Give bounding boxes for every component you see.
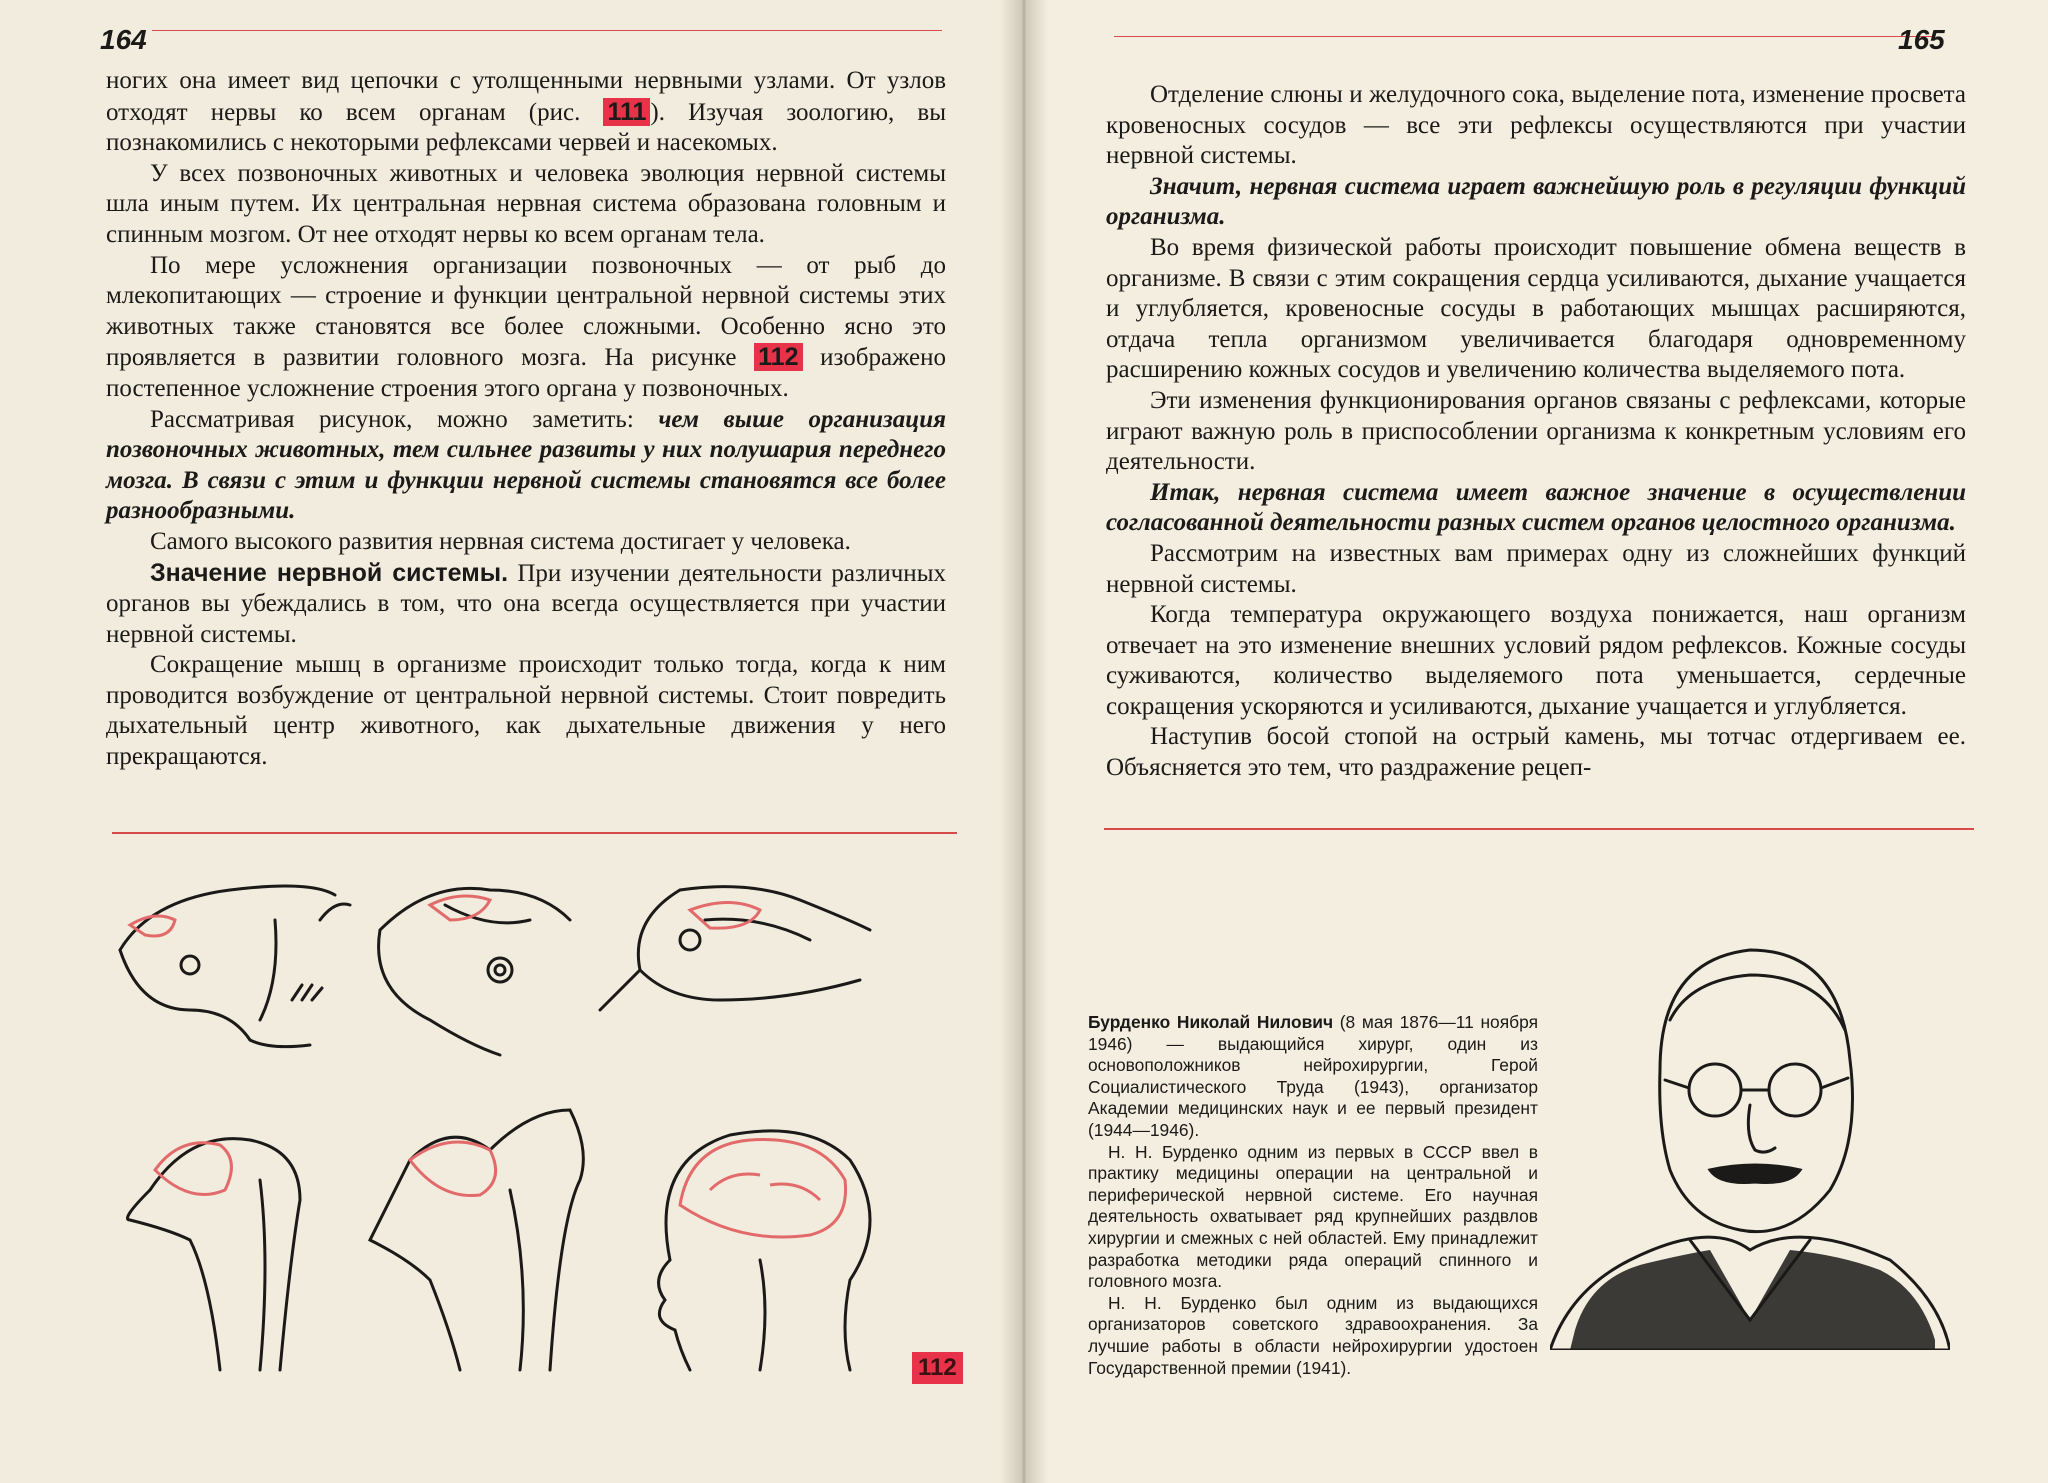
paragraph: По мере усложнения организации позвоночных — от рыб до млекопитающих — строение и функции центральной нервной системы этих животных также становятся все более сложными. Особенно ясно это проявляется в развитии головного мозга. На рисунке 112 изображено постепенное усложнение строения этого органа у позвоночных. [106,251,946,402]
fish-head-drawing [120,886,350,1047]
right-text-column [1106,80,1966,784]
human-head-drawing [659,1131,870,1370]
portrait-caption [1088,1012,1538,1379]
paragraph: Значит, нервная система играет важнейшую роль в регуляции функций организма. [1106,172,1966,231]
paragraph: Наступив босой стопой на острый камень, мы тотчас отдергиваем ее. Объясняется это тем, что раздражение рецеп- [1106,723,1966,782]
paragraph: Отделение слюны и желудочного сока, выделение пота, изменение просвета кровеносных сосудов — все эти рефлексы осуществляются при участии нервной системы. [1106,81,1966,170]
paragraph: Когда температура окружающего воздуха понижается, наш организм отвечает на это изменение внешних условий рядом рефлексов. Кожные сосуды суживаются, количество выделяемого пота уменьшается, сердечные сокращения ускоряются и усиливаются, дыхание учащается и углубляется. [1106,601,1966,720]
left-text-column [106,66,946,773]
figure-ref-111[interactable]: 111 [603,98,650,126]
paragraph: Рассматривая рисунок, можно заметить: чем выше организация позвоночных животных, тем сильнее развиты у них полушария переднего мозга. В связи с этим и функции нервной системы становятся все более разнообразными. [106,405,946,525]
paragraph: Самого высокого развития нервная система достигает у человека. [150,527,851,555]
caption-paragraph: Н. Н. Бурденко был одним из выдающихся организаторов советского здравоохранения. За лучшие работы в области нейрохирургии удостоен Государственной премии (1941). [1088,1292,1538,1378]
fish-brain [130,916,175,936]
paragraph: Значение нервной системы. При изучении деятельности различных органов вы убеждались в том, что она всегда осуществляется при участии нервной системы. [106,558,946,648]
paragraph: Рассмотрим на известных вам примерах одну из сложнейших функций нервной системы. [1106,539,1966,598]
human-brain-folds [710,1174,820,1200]
paragraph: Сокращение мышц в организме происходит только тогда, когда к ним проводится возбуждение от центральной нервной системы. Стоит повредить дыхательный центр животного, как дыхательные движения у него прекращаются. [106,651,946,771]
frog-brain [430,896,490,920]
figure-top-rule [112,832,957,834]
figure-ref-112[interactable]: 112 [754,343,802,371]
section-heading: Значение нервной системы. [150,558,509,587]
paragraph: У всех позвоночных животных и человека эволюция нервной системы шла иным путем. Их центральная нервная система образована головным и спинным мозгом. От нее отходят нервы ко всем органам тела. [106,159,946,248]
paragraph: Итак, нервная система имеет важное значение в осуществлении согласованной деятельности разных систем органов целостного организма. [1106,478,1966,537]
person-name: Бурденко Николай Нилович [1088,1012,1334,1032]
figure-label-112: 112 [912,1352,963,1384]
human-brain [680,1140,846,1238]
lizard-brain [690,903,760,929]
portrait-top-rule [1104,828,1974,830]
paragraph: ногих она имеет вид цепочки с утолщенными нервными узлами. От узлов отходят нервы ко всем органам (рис. 111 ). Изучая зоологию, вы познакомились с некоторыми рефлексами червей и насекомых. [106,67,946,157]
page-number-right: 165 [1898,24,1945,55]
page-number-left: 164 [100,24,147,55]
paragraph: Эти изменения функционирования органов связаны с рефлексами, которые играют важную роль в приспособлении организма к конкретным условиям его деятельности. [1106,386,1966,476]
caption-intro: Бурденко Николай Нилович (8 мая 1876—11 ноября 1946) — выдающийся хирург, один из основоположников нейрохирургии, Герой Социалистического Труда (1943), организатор Академии медицинских наук и ее первый президент (1944—1946). [1088,1012,1538,1140]
dog-brain [410,1142,496,1196]
brain-evolution-figure [110,860,970,1380]
header-rule-left [152,30,942,31]
caption-paragraph: Н. Н. Бурденко одним из первых в СССР ввел в практику медицины операции на центральной и периферической нервной системе. Его научная деятельность охватывает ряд крупнейших раздвлов хирургии и смежных с ней областей. Ему принадлежит разработка методики ряда операций спинного и головного мозга. [1088,1141,1538,1292]
book-gutter [1000,0,1048,1483]
paragraph: Во время физической работы происходит повышение обмена веществ в организме. В связи с этим сокращения сердца усиливаются, дыхание учащается и углубляется, кровеносные сосуды в работающих мышцах расширяются, отдача тепла организмом увеличивается благодаря одновременному расширению кожных сосудов и увеличению количества выделяемого пота. [1106,233,1966,384]
header-rule-right [1114,36,1934,37]
portrait-burdenko [1550,920,1950,1350]
dog-head-drawing [370,1110,583,1370]
bird-head-drawing [128,1139,301,1370]
lizard-head-drawing [600,887,870,1010]
frog-head-drawing [379,888,570,1055]
